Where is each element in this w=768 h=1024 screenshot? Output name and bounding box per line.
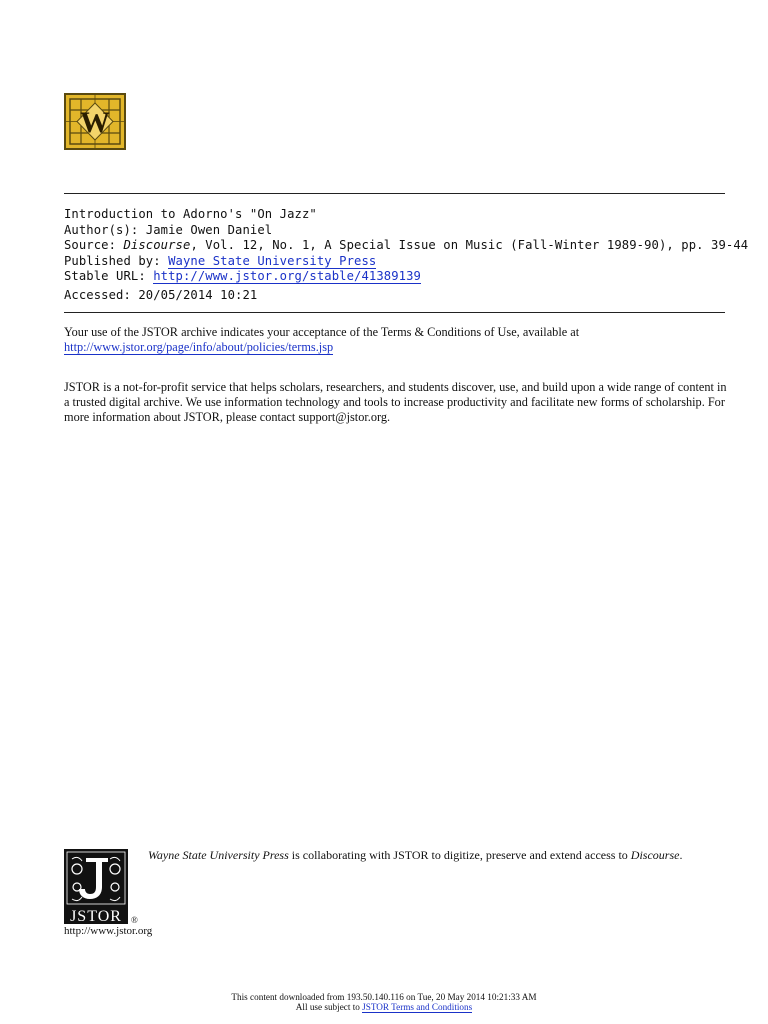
collab-end: . [679, 848, 683, 862]
stable-url-line [64, 269, 724, 285]
top-divider [64, 193, 725, 194]
download-notice: This content downloaded from 193.50.140.116 on Tue, 20 May 2014 10:21:33 AM [231, 992, 537, 1002]
registered-mark: ® [131, 915, 138, 925]
source-line [64, 238, 749, 254]
source-journal: Discourse [123, 238, 191, 252]
jstor-wordmark: JSTOR [70, 908, 122, 925]
terms-text: Your use of the JSTOR archive indicates your acceptance of the Terms & Conditions of Use, available at [64, 325, 580, 339]
publisher-logo-letter: W [80, 106, 110, 139]
article-title: Introduction to Adorno's "On Jazz" [64, 207, 317, 221]
jstor-logo [64, 849, 146, 927]
citation-block [64, 207, 749, 303]
accessed-line: Accessed: 20/05/2014 10:21 [64, 287, 258, 302]
terms-notice [0, 1002, 768, 1013]
jstor-terms-link[interactable]: JSTOR Terms and Conditions [362, 1002, 473, 1012]
terms-paragraph [64, 325, 734, 355]
source-details: , Vol. 12, No. 1, A Special Issue on Music (Fall-Winter 1989-90), pp. 39-44 [190, 238, 749, 252]
publisher-line [64, 254, 724, 270]
stable-url-link[interactable]: http://www.jstor.org/stable/41389139 [153, 269, 421, 283]
stable-url-label: Stable URL: [64, 269, 146, 283]
publisher-logo [64, 93, 126, 150]
publisher-link[interactable]: Wayne State University Press [168, 253, 377, 268]
authors-label: Author(s): [64, 222, 139, 237]
collaboration-statement [148, 848, 748, 863]
terms-notice-prefix: All use subject to [295, 1002, 363, 1012]
published-label: Published by: [64, 253, 161, 268]
collab-middle: is collaborating with JSTOR to digitize, preserve and extend access to [288, 848, 631, 862]
about-jstor-paragraph: JSTOR is a not-for-profit service that helps scholars, researchers, and students discover, use, and build upon a wide range of content in a trusted digital archive. We use information technology and tools to increase productivity and facilitate new forms of scholarship. For more information about JSTOR, please contact support@jstor.org. [64, 380, 727, 424]
middle-divider [64, 312, 725, 313]
collab-journal: Discourse [630, 848, 680, 862]
collab-press: Wayne State University Press [148, 848, 289, 862]
authors-value: Jamie Owen Daniel [145, 222, 273, 237]
source-label: Source: [64, 238, 117, 252]
authors-line [64, 223, 724, 239]
jstor-home-link[interactable]: http://www.jstor.org [64, 925, 153, 937]
terms-link[interactable]: http://www.jstor.org/page/info/about/policies/terms.jsp [64, 339, 334, 354]
